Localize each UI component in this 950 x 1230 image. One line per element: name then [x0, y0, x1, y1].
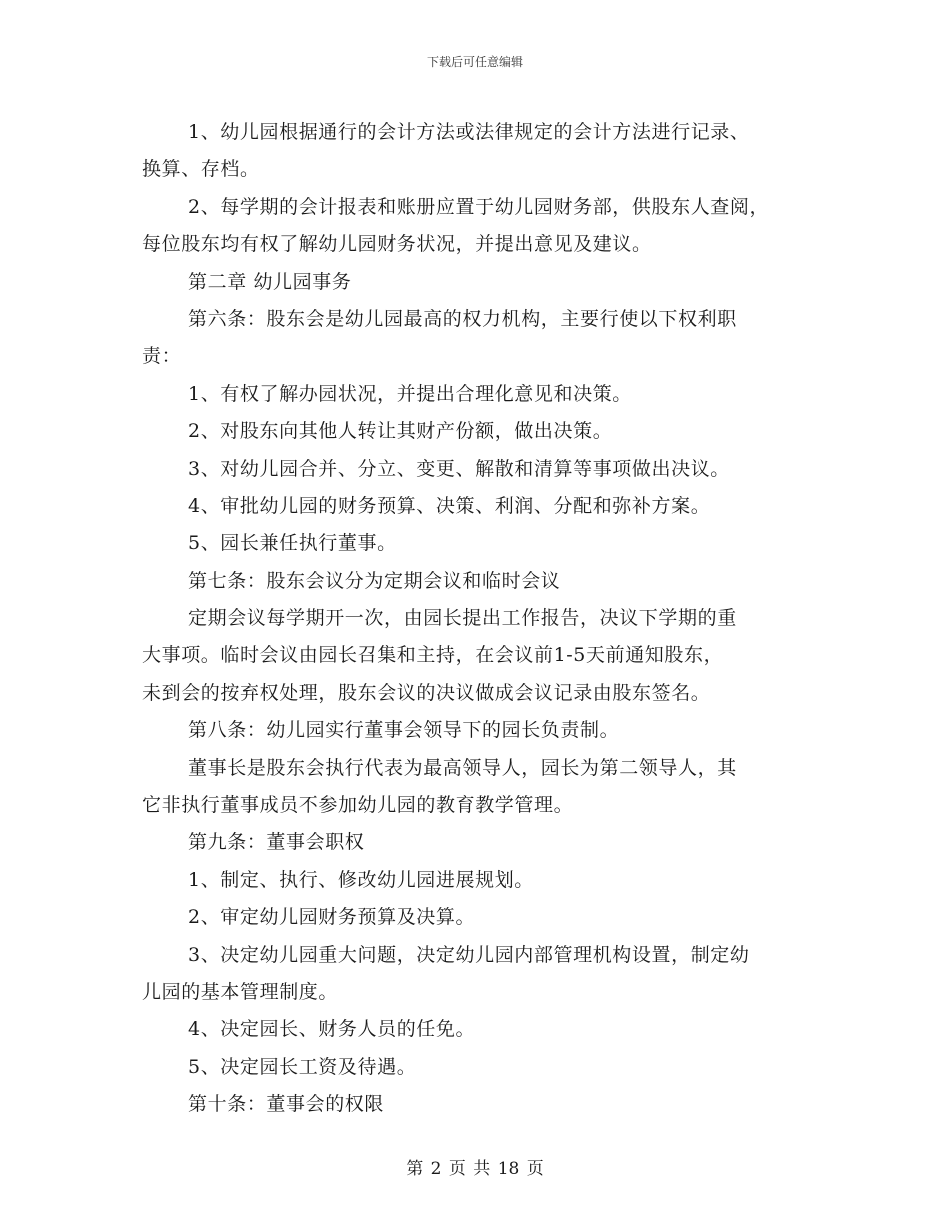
- text-line: 第六条：股东会是幼儿园最高的权力机构，主要行使以下权利职: [188, 307, 737, 330]
- page-footer: 第 2 页 共 18 页: [406, 1159, 544, 1179]
- text-line: 董事长是股东会执行代表为最高领导人，园长为第二领导人，其: [188, 756, 737, 779]
- text-line: 3、对幼儿园合并、分立、变更、解散和清算等事项做出决议。: [188, 457, 730, 480]
- text-line: 2、每学期的会计报表和账册应置于幼儿园财务部，供股东人查阅，: [188, 195, 770, 218]
- text-line: 它非执行董事成员不参加幼儿园的教育教学管理。: [142, 794, 574, 817]
- text-line: 儿园的基本管理制度。: [142, 980, 339, 1003]
- text-line: 5、决定园长工资及待遇。: [188, 1055, 417, 1078]
- text-line: 第七条：股东会议分为定期会议和临时会议: [188, 569, 561, 592]
- text-line: 4、决定园长、财务人员的任免。: [188, 1018, 476, 1041]
- text-line: 2、审定幼儿园财务预算及决算。: [188, 906, 476, 929]
- text-line: 第八条：幼儿园实行董事会领导下的园长负责制。: [188, 719, 620, 742]
- text-line: 1、制定、执行、修改幼儿园进展规划。: [188, 868, 534, 891]
- text-line: 2、对股东向其他人转让其财产份额，做出决策。: [188, 420, 613, 443]
- text-line: 第十条：董事会的权限: [188, 1093, 385, 1116]
- text-line: 定期会议每学期开一次，由园长提出工作报告，决议下学期的重: [188, 607, 737, 630]
- text-line: 5、园长兼任执行董事。: [188, 532, 397, 555]
- text-line: 换算、存档。: [142, 158, 260, 181]
- text-line: 第九条：董事会职权: [188, 831, 365, 854]
- text-line: 1、幼儿园根据通行的会计方法或法律规定的会计方法进行记录、: [188, 121, 750, 143]
- text-line: 4、审批幼儿园的财务预算、决策、利润、分配和弥补方案。: [188, 494, 711, 517]
- document-body: [142, 114, 822, 1124]
- text-line: 3、决定幼儿园重大问题，决定幼儿园内部管理机构设置，制定幼: [188, 943, 750, 966]
- text-line: 1、有权了解办园状况，并提出合理化意见和决策。: [188, 382, 632, 405]
- text-line: 第二章 幼儿园事务: [188, 270, 352, 293]
- text-line: 未到会的按弃权处理，股东会议的决议做成会议记录由股东签名。: [142, 681, 711, 704]
- text-line: 责：: [142, 345, 182, 368]
- text-line: 大事项。临时会议由园长召集和主持，在会议前1-5天前通知股东，: [142, 644, 724, 667]
- page-header: 下载后可任意编辑: [426, 55, 523, 69]
- text-line: 每位股东均有权了解幼儿园财务状况，并提出意见及建议。: [142, 233, 652, 256]
